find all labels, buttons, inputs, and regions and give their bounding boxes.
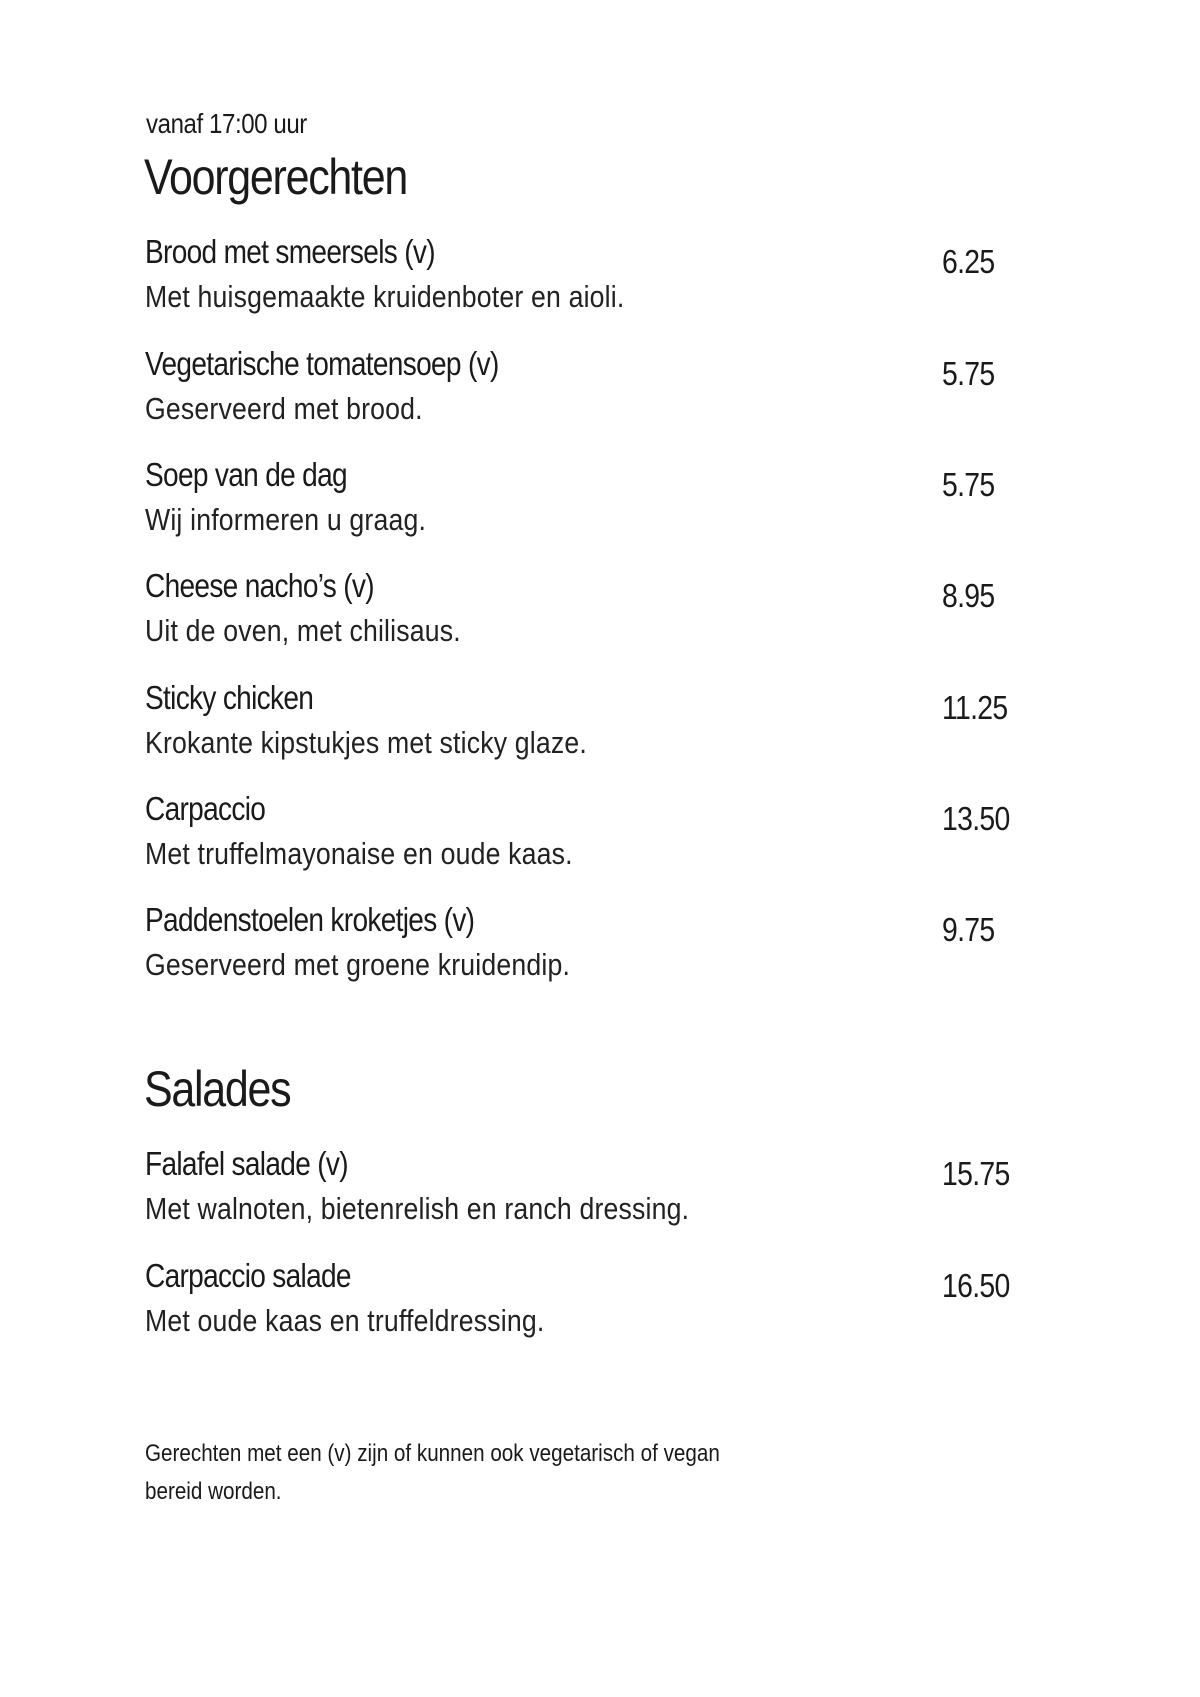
menu-item-price: 15.75 — [942, 1155, 1010, 1192]
menu-item-price: 6.25 — [942, 243, 995, 280]
menu-item-name: Cheese nacho’s (v) — [145, 567, 374, 604]
menu-item-name: Sticky chicken — [145, 679, 314, 716]
menu-item-description: Wij informeren u graag. — [145, 502, 427, 537]
menu-item-description: Met huisgemaakte kruidenboter en aioli. — [145, 279, 625, 314]
menu-item — [145, 901, 1045, 1001]
menu-subtitle: vanaf 17:00 uur — [146, 108, 307, 139]
menu-item-description: Met walnoten, bietenrelish en ranch dressing. — [145, 1191, 690, 1226]
section-title-voorgerechten: Voorgerechten — [144, 149, 407, 205]
menu-item-description: Met oude kaas en truffeldressing. — [145, 1303, 545, 1338]
menu-item-price: 13.50 — [942, 800, 1010, 837]
menu-item-price: 16.50 — [942, 1267, 1010, 1304]
menu-item — [145, 679, 1045, 779]
menu-item — [145, 1257, 1045, 1357]
section-title-salades: Salades — [144, 1061, 291, 1117]
menu-item-name: Carpaccio — [145, 790, 266, 827]
menu-item-name: Falafel salade (v) — [145, 1145, 348, 1182]
menu-item-name: Brood met smeersels (v) — [145, 233, 435, 270]
menu-item — [145, 1145, 1045, 1245]
menu-item — [145, 345, 1045, 445]
menu-item — [145, 233, 1045, 333]
menu-item-name: Soep van de dag — [145, 456, 347, 493]
menu-item — [145, 790, 1045, 890]
menu-item-name: Carpaccio salade — [145, 1257, 351, 1294]
menu-item-description: Geserveerd met groene kruidendip. — [145, 947, 571, 982]
menu-item — [145, 567, 1045, 667]
menu-item — [145, 456, 1045, 556]
vegetarian-footnote: Gerechten met een (v) zijn of kunnen ook vegetarisch of vegan bereid worden. — [145, 1440, 720, 1505]
menu-item-price: 9.75 — [942, 911, 995, 948]
menu-item-price: 5.75 — [942, 466, 995, 503]
menu-item-price: 8.95 — [942, 577, 995, 614]
menu-item-price: 11.25 — [942, 689, 1008, 726]
menu-item-description: Geserveerd met brood. — [145, 391, 423, 426]
menu-item-name: Vegetarische tomatensoep (v) — [145, 345, 499, 382]
menu-item-description: Krokante kipstukjes met sticky glaze. — [145, 725, 587, 760]
menu-item-description: Met truffelmayonaise en oude kaas. — [145, 836, 573, 871]
menu-item-price: 5.75 — [942, 355, 995, 392]
menu-item-description: Uit de oven, met chilisaus. — [145, 613, 461, 648]
menu-item-name: Paddenstoelen kroketjes (v) — [145, 901, 475, 938]
